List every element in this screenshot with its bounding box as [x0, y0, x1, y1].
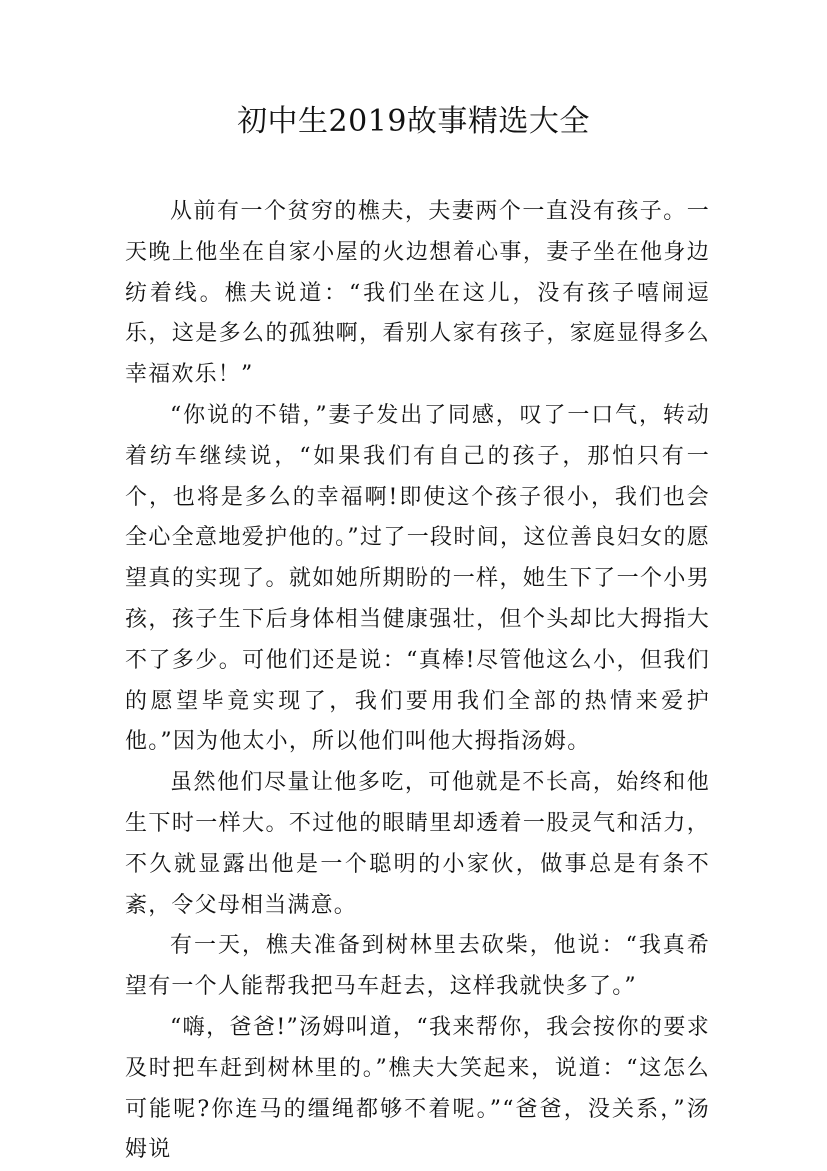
document-body [125, 192, 710, 1171]
paragraph-2: “你说的不错，”妻子发出了同感，叹了一口气，转动着纺车继续说，“如果我们有自己的孩子，那怕只有一个，也将是多么的幸福啊!即使这个孩子很小，我们也会全心全意地爱护他的。”过了一段时间，这位善良妇女的愿望真的实现了。就如她所期盼的一样，她生下了一个小男孩，孩子生下后身体相当健康强壮，但个头却比大拇指大不了多少。可他们还是说：“真棒!尽管他这么小，但我们的愿望毕竟实现了，我们要用我们全部的热情来爱护他。”因为他太小，所以他们叫他大拇指汤姆。 [125, 402, 710, 755]
paragraph-5: “嗨，爸爸!”汤姆叫道，“我来帮你，我会按你的要求及时把车赶到树林里的。”樵夫大笑起来，说道：“这怎么可能呢?你连马的缰绳都够不着呢。”“爸爸，没关系，”汤姆说 [125, 1014, 710, 1163]
paragraph-1: 从前有一个贫穷的樵夫，夫妻两个一直没有孩子。一天晚上他坐在自家小屋的火边想着心事，妻子坐在他身边纺着线。樵夫说道：“我们坐在这儿，没有孩子嘻闹逗乐，这是多么的孤独啊，看别人家有孩子，家庭显得多么幸福欢乐！” [125, 199, 710, 388]
paragraph-4: 有一天，樵夫准备到树林里去砍柴，他说：“我真希望有一个人能帮我把马车赶去，这样我就快多了。” [125, 933, 710, 1000]
document-title: 初中生2019故事精选大全 [237, 104, 590, 139]
paragraph-3: 虽然他们尽量让他多吃，可他就是不长高，始终和他生下时一样大。不过他的眼睛里却透着一股灵气和活力，不久就显露出他是一个聪明的小家伙，做事总是有条不紊，令父母相当满意。 [125, 770, 710, 918]
